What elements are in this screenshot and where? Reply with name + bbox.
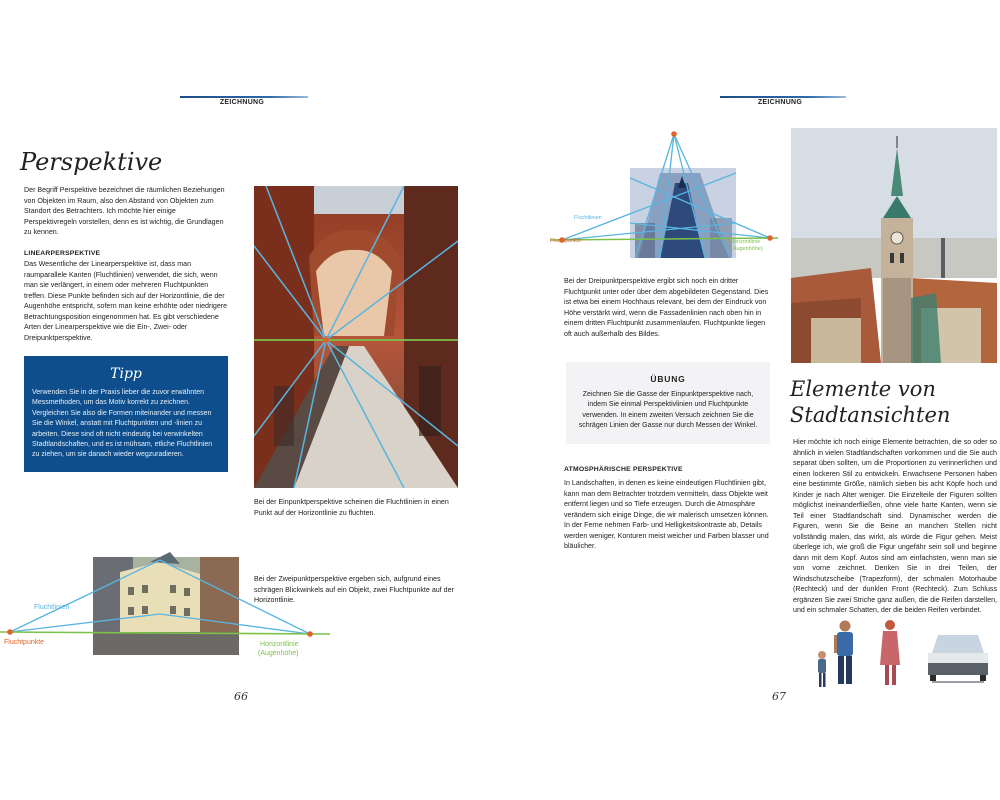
- adult-man-figure: [834, 621, 853, 685]
- page-number: 66: [234, 690, 248, 703]
- section-title: Elemente von Stadtansichten: [790, 377, 951, 427]
- exercise-title: ÜBUNG: [650, 374, 686, 384]
- label-horizontlinie-small: Horizontlinie: [730, 239, 761, 245]
- page-number: 67: [772, 690, 786, 703]
- label-horizontlinie: Horizontlinie: [260, 641, 299, 648]
- exercise-text: Zeichnen Sie die Gasse der Einpunktperspektive nach, indem Sie einmal Perspektivlinien und Fluchtpunkte verwenden. In einem zweiten Versuch zeichnen Sie die schrägen Linien der Gasse nur durch Messen der Winkel.: [578, 391, 758, 430]
- caption-two-point: Bei der Zweipunktperspektive ergeben sich, aufgrund eines schrägen Blickwinkels auf ein Objekt, zwei Fluchtpunkte auf der Horizontlinie.: [254, 575, 454, 604]
- intro-paragraph: Der Begriff Perspektive bezeichnet die räumlichen Beziehungen von Objekten im Raum, also den Abstand von Objekten zum Standort des Betrachters. Ich möchte hier einige Perspektivregeln vorstellen, denn es ist wichtig, die Grundlagen zu kennen.: [24, 186, 225, 236]
- page-title: Perspektive: [20, 148, 163, 176]
- elements-paragraph: Hier möchte ich noch einige Elemente betrachten, die so oder so ähnlich in vielen Stadtlandschaften vorkommen und die Sie auch separat üben sollten, um die Proportionen zu verinnerlichen und einen lockeren Stil zu entwickeln. Erwachsene Personen haben eine bestimmte Größe, nämlich sieben bis acht Köpfe hoch und Kinder je nach Alter weniger. Die Einzelteile der Figuren sollten möglichst ineinanderfließen, ohne viele harte Kanten, wenn sie Teil einer Stadtlandschaft sind. Dynamischer werden die Figuren, wenn Sie die Beine an manchen Stellen nicht vollständig malen, das wirkt, als würde die Figur gehen. Meist überlege ich, wie groß die Figur ungefähr sein soll und beginne dann mit dem Kopf. Autos sind am einfachsten, wenn man sie von vorne zeichnet. Denken Sie in drei Teilen, der Windschutzscheibe (Trapezform), der schmalen Motorhaube (Rechteck) und der dunklen Front (Rechteck). Zum Schluss ergänzen Sie zwei Striche ganz außen, die die Reifen darstellen, und ein schmaler Schatten, der die beiden Reifen verbindet.: [793, 438, 997, 614]
- label-augenhoehe: (Augenhöhe): [258, 650, 299, 657]
- three-point-paragraph: Bei der Dreipunktperspektive ergibt sich noch ein dritter Fluchtpunkt unter oder über dem abgebildeten Gegenstand. Dies ist etwa bei einem Hochhaus relevant, bei dem der Eindruck von Höhe verstärkt wird, wenn die Fassadenlinien nach oben hin in einem dritten Fluchtpunkt zusammenlaufen. Fluchtpunkte liegen oft auch außerhalb des Bildes.: [564, 277, 769, 338]
- linear-paragraph: Das Wesentliche der Linearperspektive ist, dass man raumparallele Kanten (Fluchtlinien) verwendet, die sich, wenn man sie verlängert, in einem oder mehreren Fluchtpunkten treffen. Diese Punkte befinden sich auf der Horizontlinie, die der Augenhöhe entspricht, sofern man keine erhöhte oder niedrigere Betrachtungsposition eingenommen hat. Es gibt verschiedene Arten der Linearperspektive wie die Ein-, Zwei- oder Dreipunktperspektive.: [24, 260, 228, 342]
- label-fluchtlinien: Fluchtlinien: [34, 604, 70, 611]
- child-figure: [818, 651, 826, 687]
- label-fluchtpunkte: Fluchtpunkte: [4, 639, 45, 646]
- adult-woman-figure: [880, 620, 900, 685]
- subhead-linearperspektive: LINEARPERSPEKTIVE: [24, 250, 101, 257]
- city-tower-painting-image: [791, 128, 997, 363]
- right-page: [500, 0, 1000, 800]
- subhead-atmospheric: ATMOSPHÄRISCHE PERSPEKTIVE: [564, 466, 683, 473]
- running-header: ZEICHNUNG: [219, 99, 265, 106]
- label-fluchtlinien-small: Fluchtlinien: [574, 215, 602, 221]
- tip-title: Tipp: [110, 366, 142, 382]
- header-rule: [720, 96, 846, 98]
- one-point-perspective-diagram: [254, 186, 458, 488]
- label-fluchtpunkte-small: Fluchtpunkte: [550, 238, 582, 244]
- car-front-figure: [928, 635, 988, 683]
- tip-box: [24, 356, 228, 472]
- tip-text: Verwenden Sie in der Praxis lieber die zuvor erwähnten Messmethoden, um das Motiv korrekt zu zeichnen. Vergleichen Sie also die Formen miteinander und messen Sie die Winkel, anstatt mit Fluchtpunkten und -linien zu arbeiten. Diese sind oft nicht eindeutig bei verwinkelten Stadtlandschaften, und es ist mühsam, etliche Fluchtlinien zu ziehen, um sie danach wieder wegzuradieren.: [32, 389, 213, 459]
- header-rule: [180, 96, 308, 98]
- caption-one-point: Bei der Einpunktperspektive scheinen die Fluchtlinien in einen Punkt auf der Horizontlinie zu fluchten.: [254, 498, 449, 517]
- atmospheric-paragraph: In Landschaften, in denen es keine eindeutigen Fluchtlinien gibt, kann man dem Betrachter trotzdem vermitteln, dass Objekte weit entfernt liegen und so Tiefe erzeugen. Durch die Atmosphäre verändern sich einige Dinge, die wir malerisch umsetzen können. In der Ferne nehmen Farb- und Helligkeitskontraste ab, Details werden weniger, Konturen meist weicher und Farben blasser und bläulicher.: [564, 479, 769, 550]
- exercise-box: [566, 362, 770, 444]
- alley-painting-image: [254, 186, 458, 488]
- running-header: ZEICHNUNG: [757, 99, 803, 106]
- label-augenhoehe-small: (Augenhöhe): [731, 246, 763, 252]
- figures-and-car-illustration: [810, 615, 990, 690]
